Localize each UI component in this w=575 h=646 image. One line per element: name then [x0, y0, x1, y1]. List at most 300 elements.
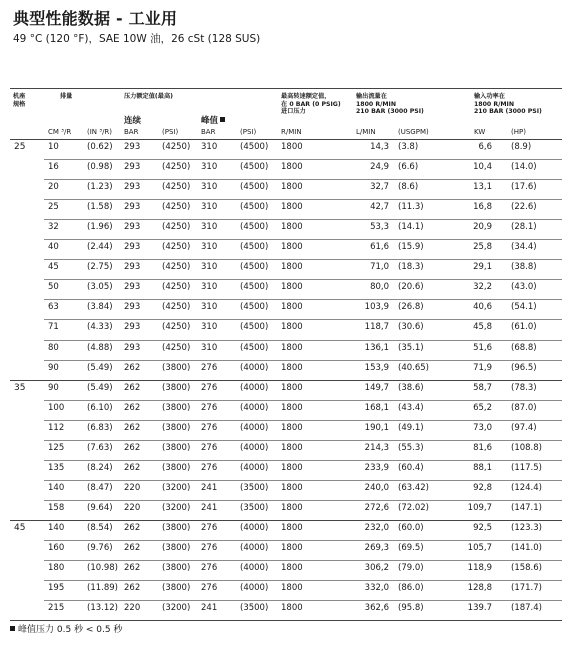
- table-cell: (3500): [240, 482, 269, 493]
- table-cell: (22.6): [511, 202, 537, 213]
- table-cell: 220: [124, 502, 141, 513]
- table-cell: (28.1): [511, 222, 537, 233]
- table-cell: 240,0: [364, 482, 389, 493]
- row-rule: [44, 279, 562, 280]
- page-title: 典型性能数据 - 工业用: [13, 9, 178, 28]
- table-cell: (87.0): [511, 402, 537, 413]
- table-cell: (3200): [162, 482, 191, 493]
- table-cell: 1800: [281, 382, 303, 393]
- table-cell: 1800: [281, 563, 303, 574]
- unit-psi-peak: (PSI): [240, 128, 257, 136]
- table-cell: 310: [201, 142, 218, 152]
- table-cell: 32,2: [473, 282, 492, 293]
- table-cell: (78.3): [511, 382, 537, 393]
- table-cell: 16,8: [473, 202, 492, 213]
- table-cell: (8.54): [87, 522, 113, 533]
- table-cell: (40.65): [398, 362, 429, 373]
- table-cell: (3800): [162, 422, 191, 433]
- table-cell: (3800): [162, 583, 191, 594]
- row-rule: [44, 299, 562, 300]
- table-cell: (38.6): [398, 382, 424, 393]
- table-cell: (2.75): [87, 262, 113, 273]
- table-cell: 262: [124, 563, 141, 574]
- table-cell: 1800: [281, 462, 303, 473]
- table-cell: (141.0): [511, 543, 542, 553]
- table-cell: 45,8: [473, 322, 492, 333]
- table-cell: (9.64): [87, 502, 113, 513]
- table-cell: 241: [201, 482, 218, 493]
- group-rule: [10, 520, 562, 521]
- table-cell: 276: [201, 522, 218, 533]
- table-cell: 103,9: [364, 302, 389, 313]
- row-rule: [44, 480, 562, 481]
- table-cell: (3800): [162, 382, 191, 393]
- table-cell: 293: [124, 142, 141, 152]
- table-cell: 362,6: [364, 603, 389, 614]
- table-cell: (123.3): [511, 522, 542, 533]
- table-cell: 88,1: [473, 462, 492, 473]
- table-cell: (86.0): [398, 583, 424, 594]
- table-cell: 90: [48, 362, 59, 373]
- table-cell: 20: [48, 182, 59, 193]
- table-cell: 80,0: [370, 282, 389, 293]
- table-cell: (68.8): [511, 342, 537, 353]
- table-cell: (38.8): [511, 262, 537, 273]
- table-cell: 241: [201, 502, 218, 513]
- table-cell: (4000): [240, 583, 269, 594]
- table-cell: (13.12): [87, 603, 118, 614]
- frame-size-label: 25: [14, 142, 26, 152]
- table-cell: 190,1: [364, 422, 389, 433]
- table-cell: 293: [124, 262, 141, 273]
- table-cell: (11.3): [398, 202, 424, 213]
- row-rule: [44, 199, 562, 200]
- table-cell: 1800: [281, 402, 303, 413]
- table-cell: (69.5): [398, 543, 424, 553]
- table-cell: 262: [124, 462, 141, 473]
- table-cell: (3800): [162, 462, 191, 473]
- table-cell: 1800: [281, 182, 303, 193]
- table-cell: 92,5: [473, 522, 492, 533]
- table-cell: (4500): [240, 262, 269, 273]
- table-cell: 293: [124, 322, 141, 333]
- table-cell: (61.0): [511, 322, 537, 333]
- table-cell: 71,9: [473, 362, 492, 373]
- table-cell: (3800): [162, 402, 191, 413]
- table-cell: (4000): [240, 543, 269, 553]
- header-displacement: 排量: [60, 93, 73, 100]
- unit-in3r: (IN ³/R): [87, 128, 113, 136]
- table-cell: (72.02): [398, 502, 429, 513]
- header-peak: 峰值: [201, 114, 225, 126]
- row-rule: [44, 159, 562, 160]
- table-cell: (4500): [240, 222, 269, 233]
- table-cell: (17.6): [511, 182, 537, 193]
- header-input-power: 输入功率在 1800 R/MIN 210 BAR (3000 PSI): [474, 93, 542, 116]
- table-cell: (63.42): [398, 482, 429, 493]
- table-cell: 10: [48, 142, 59, 152]
- table-cell: 276: [201, 442, 218, 453]
- table-cell: 233,9: [364, 462, 389, 473]
- table-cell: 293: [124, 162, 141, 173]
- table-cell: (4500): [240, 142, 269, 152]
- table-cell: 40,6: [473, 302, 492, 313]
- table-cell: 232,0: [364, 522, 389, 533]
- table-cell: 81,6: [473, 442, 492, 453]
- table-cell: 310: [201, 342, 218, 353]
- table-top-rule: [10, 88, 562, 89]
- table-cell: (9.76): [87, 543, 113, 553]
- row-rule: [44, 239, 562, 240]
- table-cell: 262: [124, 422, 141, 433]
- row-rule: [44, 580, 562, 581]
- table-cell: 140: [48, 482, 65, 493]
- table-cell: (54.1): [511, 302, 537, 313]
- table-cell: 25,8: [473, 242, 492, 253]
- table-cell: (147.1): [511, 502, 542, 513]
- header-continuous: 连续: [124, 116, 142, 126]
- table-cell: 71: [48, 322, 59, 333]
- table-cell: (7.63): [87, 442, 113, 453]
- table-cell: (117.5): [511, 462, 542, 473]
- table-cell: 1800: [281, 162, 303, 173]
- table-cell: (8.9): [511, 142, 532, 152]
- table-cell: 306,2: [364, 563, 389, 574]
- table-cell: (3800): [162, 362, 191, 373]
- table-cell: 1800: [281, 202, 303, 213]
- table-cell: (4000): [240, 362, 269, 373]
- table-cell: (4000): [240, 462, 269, 473]
- table-cell: (4000): [240, 382, 269, 393]
- table-cell: (158.6): [511, 563, 542, 574]
- table-cell: 310: [201, 202, 218, 213]
- table-cell: 1800: [281, 482, 303, 493]
- table-cell: (171.7): [511, 583, 542, 594]
- table-cell: (2.44): [87, 242, 113, 253]
- table-cell: 92,8: [473, 482, 492, 493]
- table-cell: 158: [48, 502, 65, 513]
- row-rule: [44, 540, 562, 541]
- unit-usgpm: (USGPM): [398, 128, 429, 136]
- table-cell: (55.3): [398, 442, 424, 453]
- table-cell: 1800: [281, 302, 303, 313]
- row-rule: [44, 440, 562, 441]
- table-cell: (11.89): [87, 583, 118, 594]
- table-cell: (4500): [240, 182, 269, 193]
- table-cell: 105,7: [467, 543, 492, 553]
- table-cell: 24,9: [370, 162, 389, 173]
- table-cell: 220: [124, 603, 141, 614]
- table-cell: (0.62): [87, 142, 113, 152]
- table-cell: (4000): [240, 563, 269, 574]
- table-cell: (4250): [162, 182, 191, 193]
- table-cell: 71,0: [370, 262, 389, 273]
- table-cell: (3500): [240, 603, 269, 614]
- table-cell: (3800): [162, 543, 191, 553]
- table-cell: 310: [201, 162, 218, 173]
- row-rule: [44, 360, 562, 361]
- table-cell: 160: [48, 543, 65, 553]
- table-cell: 215: [48, 603, 65, 614]
- row-rule: [44, 219, 562, 220]
- table-cell: 128,8: [467, 583, 492, 594]
- table-cell: (4500): [240, 162, 269, 173]
- table-cell: (3.05): [87, 282, 113, 293]
- table-cell: 262: [124, 522, 141, 533]
- table-cell: 1800: [281, 282, 303, 293]
- table-cell: 269,3: [364, 543, 389, 553]
- header-max-speed: 最高转速额定值， 在 0 BAR (0 PSIG) 进口压力: [281, 93, 341, 116]
- table-cell: (3.8): [398, 142, 419, 152]
- table-cell: (43.0): [511, 282, 537, 293]
- table-cell: 118,7: [364, 322, 389, 333]
- unit-psi-continuous: (PSI): [162, 128, 179, 136]
- table-cell: (10.98): [87, 563, 118, 574]
- table-cell: (8.47): [87, 482, 113, 493]
- table-cell: 58,7: [473, 382, 492, 393]
- table-cell: (4250): [162, 262, 191, 273]
- table-cell: (43.4): [398, 402, 424, 413]
- table-cell: (8.6): [398, 182, 419, 193]
- table-cell: 65,2: [473, 402, 492, 413]
- table-cell: (124.4): [511, 482, 542, 493]
- table-cell: (3800): [162, 563, 191, 574]
- table-cell: (0.98): [87, 162, 113, 173]
- table-cell: 1800: [281, 362, 303, 373]
- table-cell: 25: [48, 202, 59, 213]
- table-cell: (187.4): [511, 603, 542, 614]
- table-cell: (14.1): [398, 222, 424, 233]
- table-cell: (4500): [240, 242, 269, 253]
- table-cell: 6,6: [478, 142, 492, 152]
- table-cell: 276: [201, 422, 218, 433]
- table-cell: 1800: [281, 603, 303, 614]
- unit-kw: KW: [474, 128, 486, 136]
- table-cell: 1800: [281, 422, 303, 433]
- table-cell: (3200): [162, 502, 191, 513]
- header-frame-size: 机座 规格: [13, 93, 26, 108]
- table-cell: (3800): [162, 442, 191, 453]
- table-cell: (5.49): [87, 382, 113, 393]
- table-cell: (4.88): [87, 342, 113, 353]
- table-cell: 1800: [281, 262, 303, 273]
- table-cell: (1.23): [87, 182, 113, 193]
- table-cell: 272,6: [364, 502, 389, 513]
- unit-bar-peak: BAR: [201, 128, 216, 136]
- table-cell: (4500): [240, 202, 269, 213]
- table-cell: 90: [48, 382, 59, 393]
- table-cell: 276: [201, 583, 218, 594]
- table-cell: 293: [124, 242, 141, 253]
- table-cell: 293: [124, 222, 141, 233]
- table-cell: 29,1: [473, 262, 492, 273]
- table-cell: 262: [124, 583, 141, 594]
- table-cell: 276: [201, 382, 218, 393]
- table-cell: 262: [124, 543, 141, 553]
- table-cell: (34.4): [511, 242, 537, 253]
- table-cell: 100: [48, 402, 65, 413]
- table-cell: 168,1: [364, 402, 389, 413]
- table-cell: 180: [48, 563, 65, 574]
- unit-rmin: R/MIN: [281, 128, 302, 136]
- table-cell: (35.1): [398, 342, 424, 353]
- row-rule: [44, 460, 562, 461]
- table-cell: (4250): [162, 322, 191, 333]
- table-cell: 32: [48, 222, 59, 233]
- table-cell: (4500): [240, 282, 269, 293]
- table-cell: (4.33): [87, 322, 113, 333]
- table-cell: 63: [48, 302, 59, 313]
- table-cell: (4500): [240, 342, 269, 353]
- table-cell: (26.8): [398, 302, 424, 313]
- table-cell: (4250): [162, 242, 191, 253]
- table-cell: 139.7: [467, 603, 492, 614]
- group-rule: [10, 380, 562, 381]
- table-cell: 276: [201, 402, 218, 413]
- table-cell: 214,3: [364, 442, 389, 453]
- row-rule: [44, 259, 562, 260]
- table-cell: 293: [124, 302, 141, 313]
- row-rule: [44, 500, 562, 501]
- table-cell: (1.58): [87, 202, 113, 213]
- table-cell: 140: [48, 522, 65, 533]
- table-cell: 293: [124, 342, 141, 353]
- table-cell: (6.10): [87, 402, 113, 413]
- table-cell: 276: [201, 462, 218, 473]
- table-cell: 276: [201, 563, 218, 574]
- table-cell: 73,0: [473, 422, 492, 433]
- table-cell: 1800: [281, 543, 303, 553]
- group-rule: [10, 139, 562, 140]
- table-cell: 310: [201, 242, 218, 253]
- table-cell: 118,9: [467, 563, 492, 574]
- table-cell: 1800: [281, 522, 303, 533]
- row-rule: [44, 340, 562, 341]
- table-cell: (6.83): [87, 422, 113, 433]
- table-cell: (5.49): [87, 362, 113, 373]
- table-cell: 16: [48, 162, 59, 173]
- table-cell: (4000): [240, 402, 269, 413]
- table-cell: (4500): [240, 322, 269, 333]
- table-cell: (20.6): [398, 282, 424, 293]
- table-cell: (4250): [162, 222, 191, 233]
- table-cell: 149,7: [364, 382, 389, 393]
- table-cell: 135: [48, 462, 65, 473]
- table-cell: 112: [48, 422, 65, 433]
- table-cell: 136,1: [364, 342, 389, 353]
- table-cell: 32,7: [370, 182, 389, 193]
- table-cell: 1800: [281, 502, 303, 513]
- unit-hp: (HP): [511, 128, 526, 136]
- table-cell: 1800: [281, 222, 303, 233]
- table-cell: (96.5): [511, 362, 537, 373]
- table-cell: 42,7: [370, 202, 389, 213]
- table-cell: 332,0: [364, 583, 389, 594]
- table-cell: 310: [201, 182, 218, 193]
- table-cell: 61,6: [370, 242, 389, 253]
- table-cell: 1800: [281, 142, 303, 152]
- table-cell: 1800: [281, 242, 303, 253]
- footnote: 峰值压力 0.5 秒 < 0.5 秒: [10, 622, 122, 635]
- table-cell: 40: [48, 242, 59, 253]
- table-cell: 53,3: [370, 222, 389, 233]
- table-cell: 1800: [281, 322, 303, 333]
- table-cell: 262: [124, 362, 141, 373]
- table-cell: 276: [201, 543, 218, 553]
- table-cell: 109,7: [467, 502, 492, 513]
- row-rule: [44, 420, 562, 421]
- table-cell: 241: [201, 603, 218, 614]
- table-cell: (4250): [162, 162, 191, 173]
- table-cell: (14.0): [511, 162, 537, 173]
- table-cell: 220: [124, 482, 141, 493]
- table-cell: (3800): [162, 522, 191, 533]
- table-cell: (49.1): [398, 422, 424, 433]
- table-cell: (60.4): [398, 462, 424, 473]
- frame-size-label: 45: [14, 522, 26, 533]
- table-cell: 153,9: [364, 362, 389, 373]
- table-cell: 262: [124, 442, 141, 453]
- table-cell: 1800: [281, 583, 303, 594]
- table-cell: (97.4): [511, 422, 537, 433]
- table-cell: 50: [48, 282, 59, 293]
- table-cell: (3.84): [87, 302, 113, 313]
- table-cell: (79.0): [398, 563, 424, 574]
- table-cell: 310: [201, 302, 218, 313]
- table-cell: 262: [124, 402, 141, 413]
- table-cell: (4000): [240, 442, 269, 453]
- unit-cm3r: CM ³/R: [48, 128, 72, 136]
- table-cell: 1800: [281, 442, 303, 453]
- table-cell: 293: [124, 182, 141, 193]
- table-cell: (4500): [240, 302, 269, 313]
- table-cell: (4250): [162, 282, 191, 293]
- table-cell: 276: [201, 362, 218, 373]
- table-cell: (60.0): [398, 522, 424, 533]
- row-rule: [44, 600, 562, 601]
- table-cell: 80: [48, 342, 59, 353]
- table-cell: 310: [201, 322, 218, 333]
- table-cell: (4250): [162, 142, 191, 152]
- table-cell: 1800: [281, 342, 303, 353]
- table-cell: (108.8): [511, 442, 542, 453]
- table-cell: 293: [124, 282, 141, 293]
- table-cell: 310: [201, 222, 218, 233]
- table-cell: (15.9): [398, 242, 424, 253]
- table-cell: (1.96): [87, 222, 113, 233]
- table-cell: (3200): [162, 603, 191, 614]
- table-cell: 125: [48, 442, 65, 453]
- unit-lmin: L/MIN: [356, 128, 376, 136]
- header-output-flow: 输出流量在 1800 R/MIN 210 BAR (3000 PSI): [356, 93, 424, 116]
- page-subtitle: 49 °C (120 °F)，SAE 10W 油，26 cSt (128 SUS): [13, 33, 261, 45]
- table-cell: 195: [48, 583, 65, 594]
- table-cell: (4000): [240, 522, 269, 533]
- table-cell: (3500): [240, 502, 269, 513]
- table-cell: (4000): [240, 422, 269, 433]
- peak-marker-square-icon: [220, 117, 225, 122]
- table-cell: 14,3: [370, 142, 389, 152]
- table-cell: 20,9: [473, 222, 492, 233]
- row-rule: [44, 400, 562, 401]
- table-cell: (8.24): [87, 462, 113, 473]
- table-cell: (4250): [162, 202, 191, 213]
- table-cell: (4250): [162, 342, 191, 353]
- table-cell: (18.3): [398, 262, 424, 273]
- table-cell: 13,1: [473, 182, 492, 193]
- table-cell: (6.6): [398, 162, 419, 173]
- frame-size-label: 35: [14, 382, 26, 393]
